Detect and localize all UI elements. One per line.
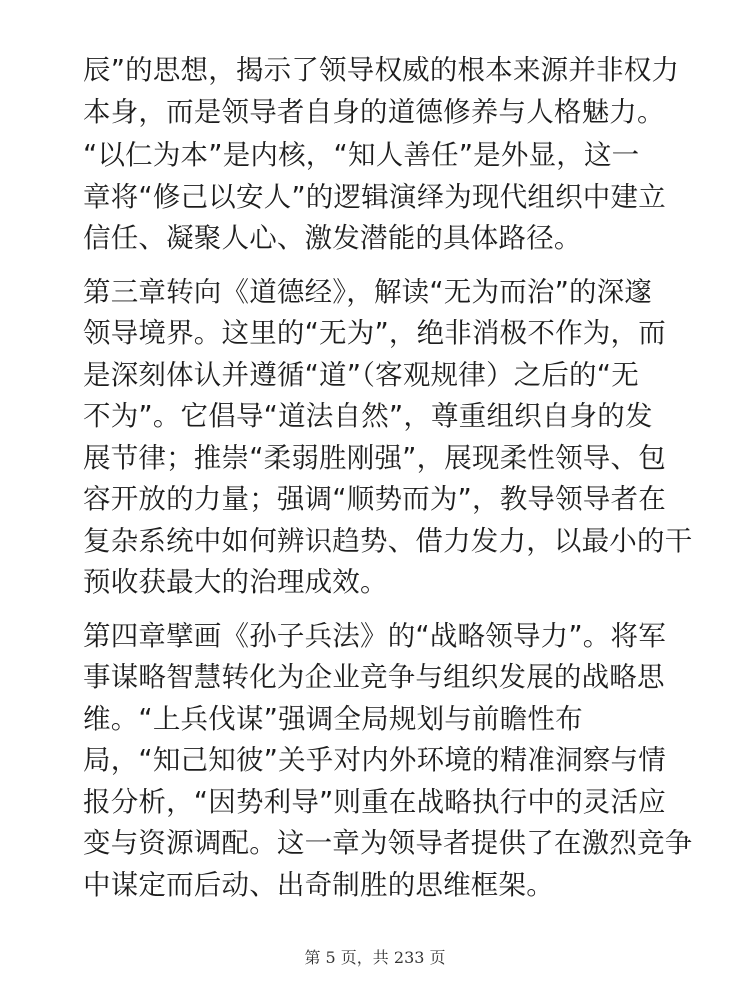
text-line: “以仁为本”是内核，“知人善任”是外显，这一 xyxy=(83,139,640,171)
text-line: 信任、凝聚人心、激发潜能的具体路径。 xyxy=(83,222,582,254)
text-line: 容开放的力量；强调“顺势而为”，教导领导者在 xyxy=(83,483,666,515)
text-line: 章将“修己以安人”的逻辑演绎为现代组织中建立 xyxy=(83,180,666,213)
page-number-footer: 第 5 页，共 233 页 xyxy=(304,948,446,967)
text-line: 是深刻体认并遵循“道”（客观规律）之后的“无 xyxy=(83,358,639,391)
text-line: 预收获最大的治理成效。 xyxy=(83,566,388,598)
paragraph-2 xyxy=(83,135,708,260)
body-text xyxy=(83,50,708,906)
paragraph-1 xyxy=(83,50,708,133)
text-line: 复杂系统中如何辨识趋势、借力发力，以最小的干 xyxy=(83,524,693,557)
text-line: 中谋定而后动、出奇制胜的思维框架。 xyxy=(83,868,554,901)
text-line: 变与资源调配。这一章为领导者提供了在激烈竞争 xyxy=(83,827,693,859)
text-line: 第三章转向《道德经》，解读“无为而治”的深邃 xyxy=(83,275,653,308)
text-line: 领导境界。这里的“无为”，绝非消极不作为，而 xyxy=(83,317,666,349)
text-line: 维。“上兵伐谋”强调全局规划与前瞻性布 xyxy=(83,702,583,735)
text-line: 事谋略智慧转化为企业竞争与组织发展的战略思 xyxy=(83,661,665,693)
text-line: 本身，而是领导者自身的道德修养与人格魅力。 xyxy=(83,95,665,128)
paragraph-3 xyxy=(83,272,708,604)
text-line: 展节律；推崇“柔弱胜刚强”，展现柔性领导、包 xyxy=(83,441,666,474)
text-line: 报分析，“因势利导”则重在战略执行中的灵活应 xyxy=(83,785,666,818)
text-line: 不为”。它倡导“道法自然”，尊重组织自身的发 xyxy=(83,400,653,432)
text-line: 辰”的思想，揭示了领导权威的根本来源并非权力 xyxy=(83,54,680,86)
text-line: 局，“知己知彼”关乎对内外环境的精准洞察与情 xyxy=(83,744,666,776)
paragraph-4 xyxy=(83,616,708,907)
text-line: 第四章擘画《孙子兵法》的“战略领导力”。将军 xyxy=(83,619,666,652)
